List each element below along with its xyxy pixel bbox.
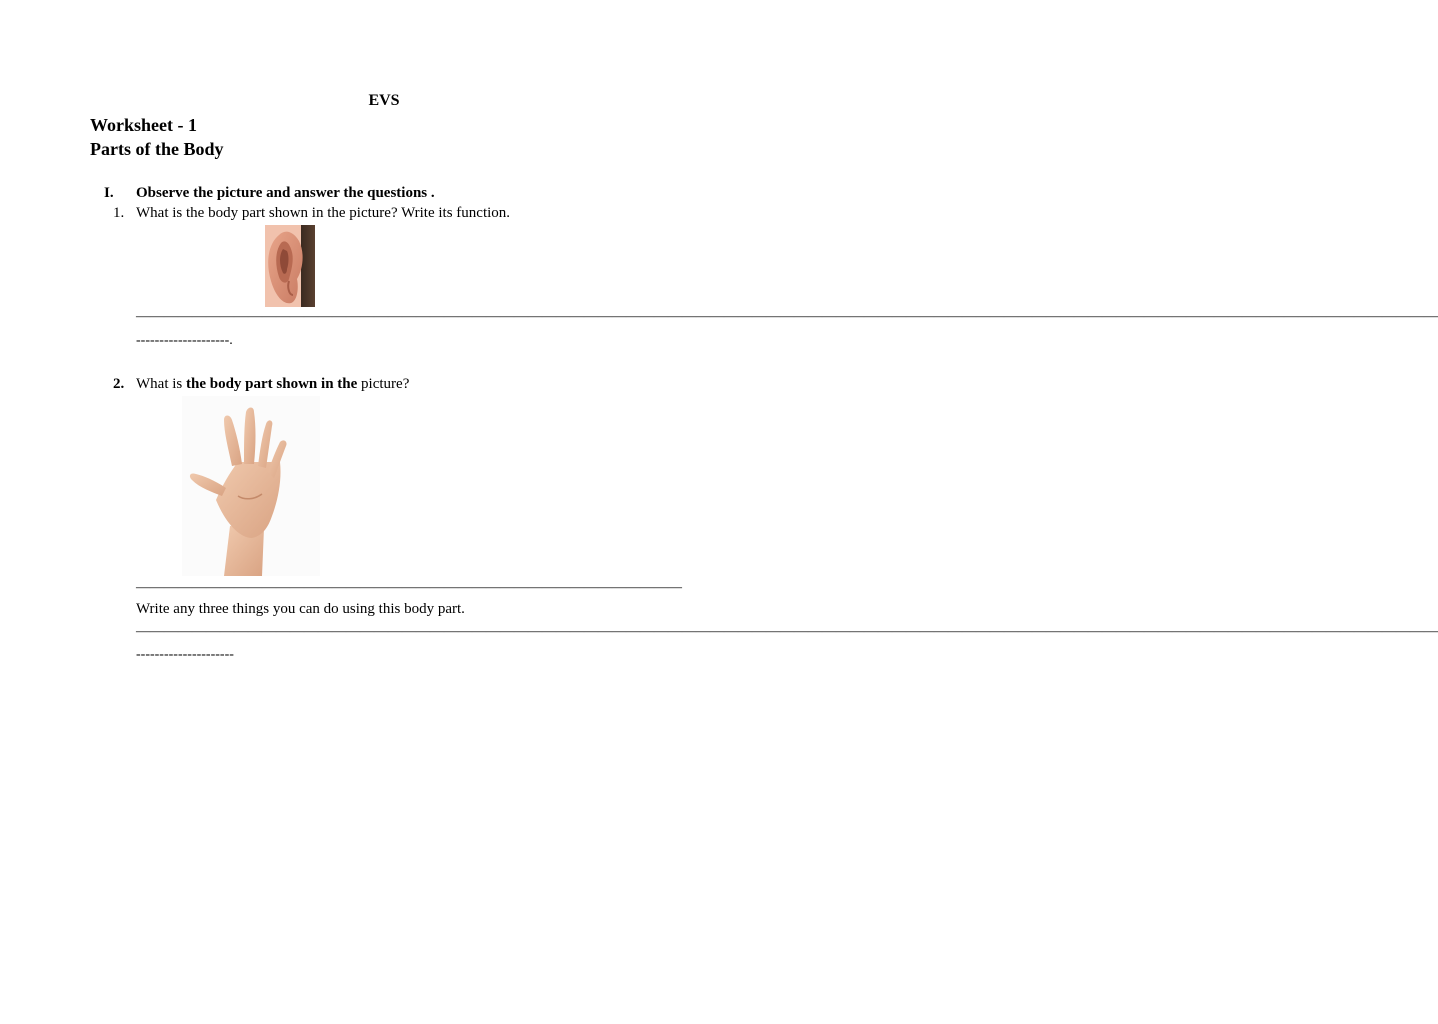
ear-icon [265,225,315,307]
question-2-text-part: What is [136,376,186,392]
question-2-text-bold: the body part shown in the [186,376,358,392]
answer-line[interactable]: --------------------- [136,647,234,662]
answer-line[interactable]: ————————————————————————————————————————————————————————————————————————————————————————————— [136,309,1438,324]
question-2-text [136,376,409,393]
question-1-text: What is the body part shown in the picture? Write its function. [136,205,511,221]
worksheet-title: Worksheet - 1 [90,115,197,135]
answer-line[interactable]: ————————————————————————————————————————————————————————————————————————————————————————————— [136,624,1438,639]
question-2-text-part: picture? [357,376,410,392]
section-instruction: Observe the picture and answer the questions . [136,185,435,201]
answer-line[interactable]: ——————————————————————————————————————— [136,580,682,595]
topic-title: Parts of the Body [90,139,224,159]
answer-line[interactable]: --------------------. [136,333,233,348]
section-number: I. [104,185,114,201]
question-1-number: 1. [113,205,125,221]
question-2-number: 2. [113,376,125,392]
hand-icon [182,396,320,576]
question-2-followup: Write any three things you can do using this body part. [136,601,465,617]
subject-title: EVS [368,92,400,109]
